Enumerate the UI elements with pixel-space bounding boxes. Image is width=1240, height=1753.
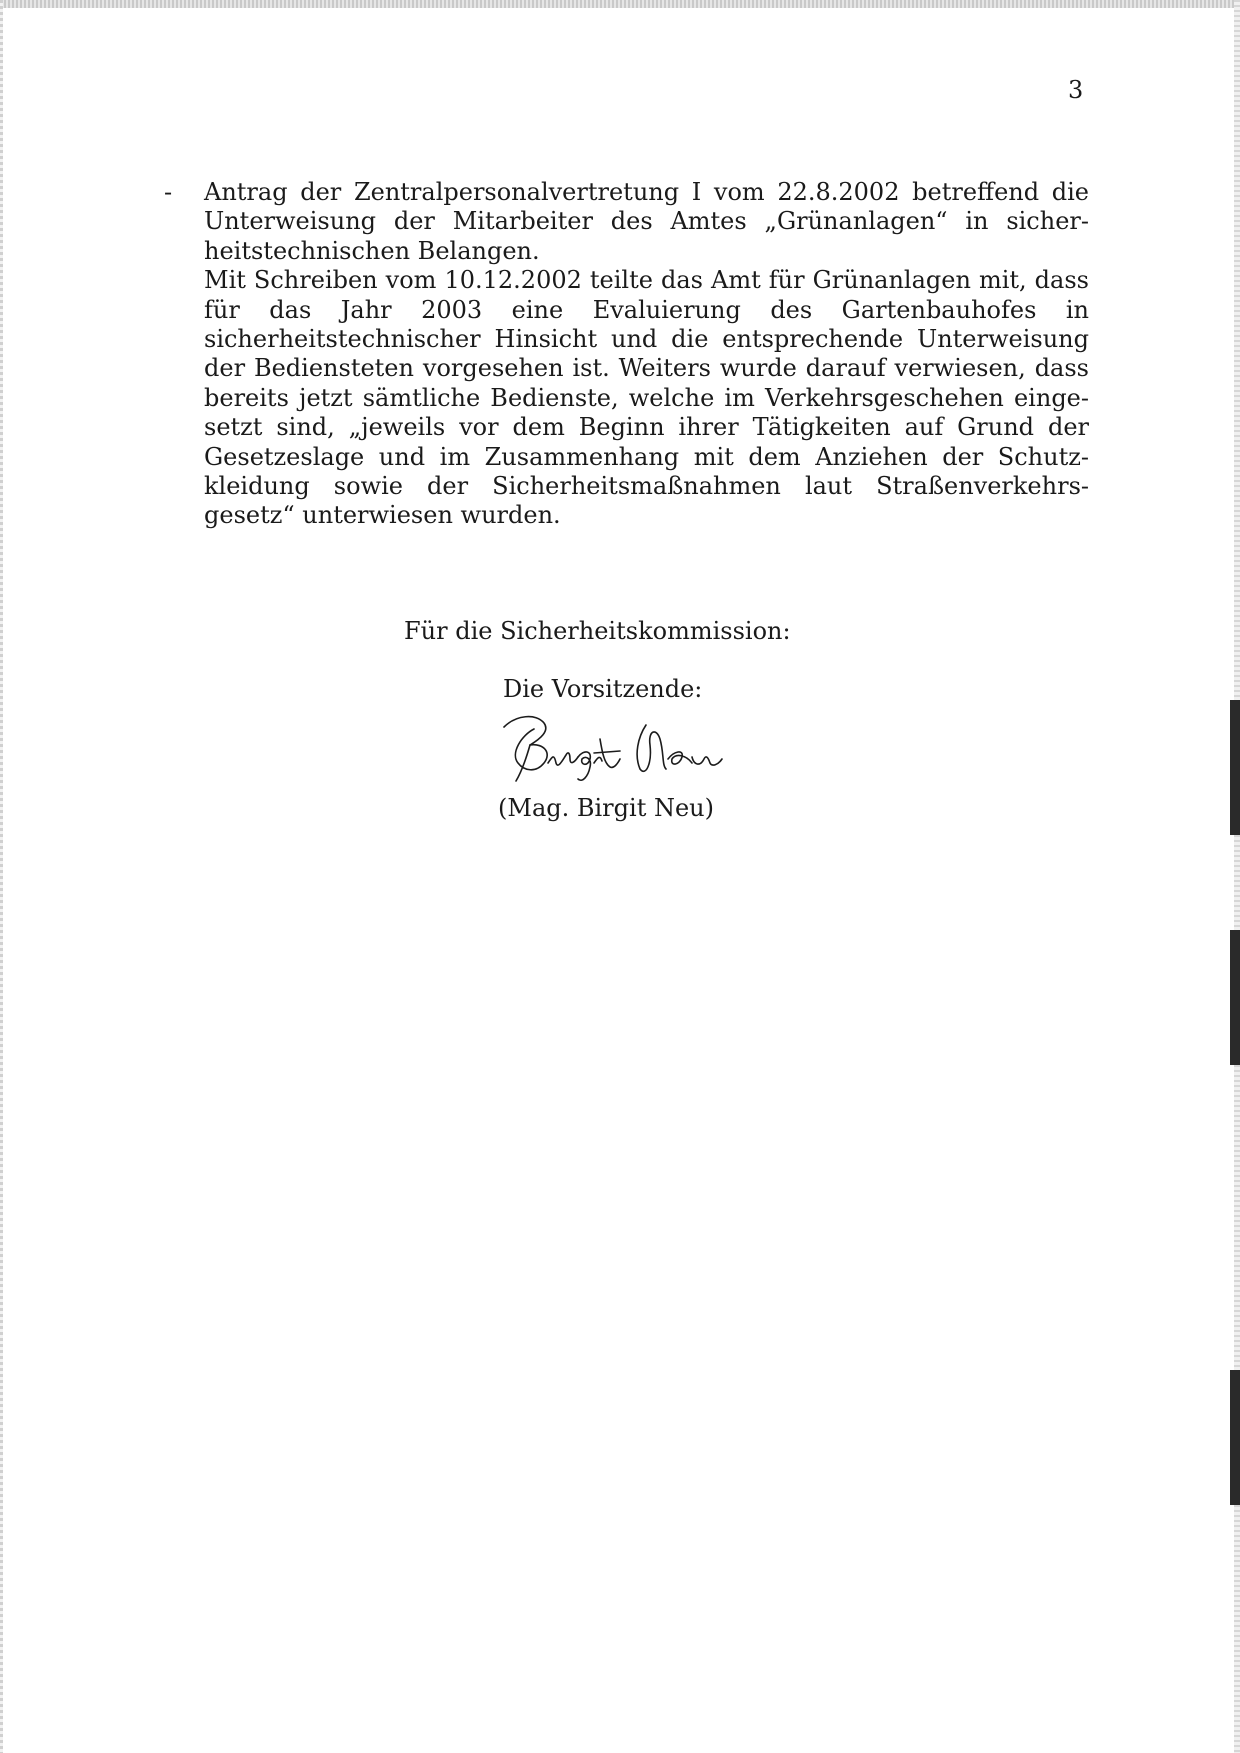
list-item-body — [204, 178, 1089, 531]
page-number: 3 — [1068, 76, 1084, 104]
scan-mark — [1230, 700, 1240, 835]
scan-mark — [1230, 1370, 1240, 1505]
item-paragraph-response: Mit Schreiben vom 10.12.2002 teilte das Amt für Grünanlagen mit, dass für das Jahr 2003 eine Evaluierung des Gartenbauhofes in sicherheitstechnischer Hinsicht und die entsprechende Unterweisung der Bediensteten vorgesehen ist. Weiters wurde darauf verwiesen, dass bereits jetzt sämtliche Bedienste, welche im Verkehrsgeschehen einge-setzt sind, „jeweils vor dem Beginn ihrer Tätigkeiten auf Grund der Gesetzeslage und im Zusammenhang mit dem Anziehen der Schutz-kleidung sowie der Sicherheitsmaßnahmen laut Straßenverkehrs-gesetz“ unterwiesen wurden. — [204, 266, 1089, 530]
scan-mark — [1230, 930, 1240, 1065]
item-paragraph-request: Antrag der Zentralpersonalvertretung I vom 22.8.2002 betreffend die Unterweisung der Mitarbeiter des Amtes „Grünanlagen“ in sicher-heitstechnischen Belangen. — [204, 178, 1089, 265]
list-item — [164, 178, 1089, 531]
signature-role-line: Die Vorsitzende: — [503, 675, 703, 703]
handwritten-signature — [496, 705, 758, 795]
scan-edge-top — [0, 0, 1240, 8]
scan-edge-left — [0, 0, 3, 1753]
list-bullet: - — [164, 178, 173, 206]
signature-commission-line: Für die Sicherheitskommission: — [404, 617, 791, 645]
signatory-name: (Mag. Birgit Neu) — [498, 794, 714, 822]
